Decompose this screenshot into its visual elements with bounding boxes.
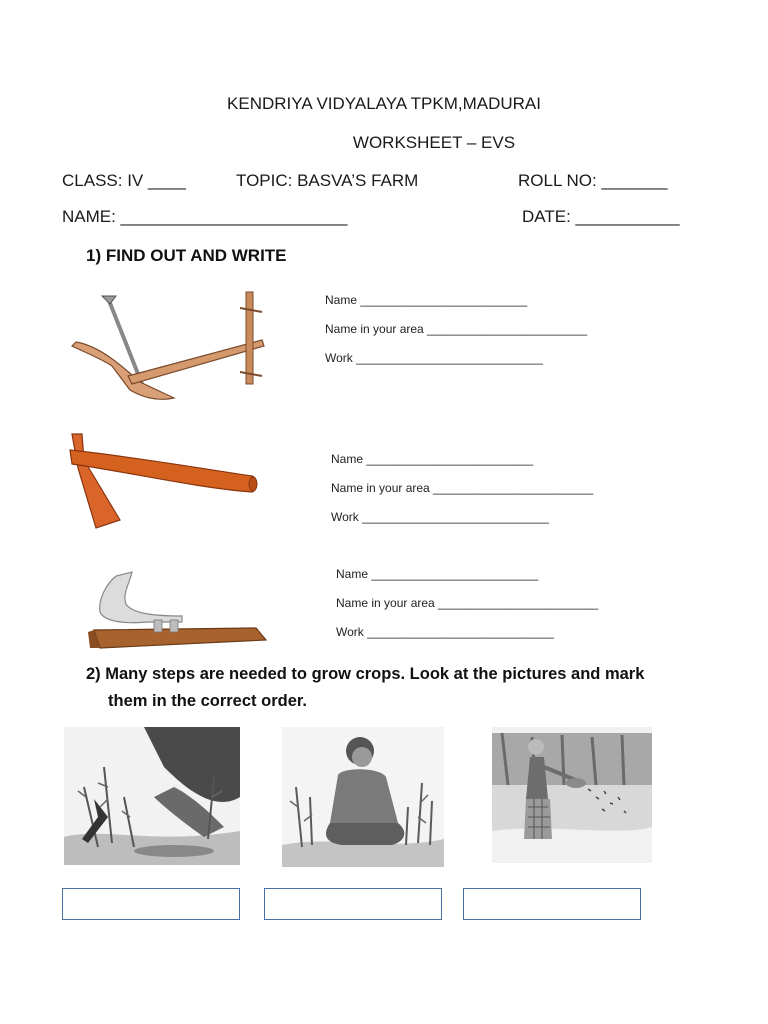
tool-1-name-field: Name _________________________ <box>325 293 528 307</box>
hoe-icon <box>68 432 260 530</box>
school-name: KENDRIYA VIDYALAYA TPKM,MADURAI <box>227 94 541 113</box>
topic-label: TOPIC: BASVA’S FARM <box>236 171 419 190</box>
weeding-crops-icon <box>282 727 444 867</box>
tool-2-area-name-field: Name in your area ________________________ <box>331 481 594 495</box>
name-field: NAME: ________________________ <box>62 207 348 226</box>
tool-2-work-field: Work ____________________________ <box>331 510 549 524</box>
order-answer-box-3[interactable] <box>463 888 641 920</box>
date-field: DATE: ___________ <box>522 207 680 226</box>
order-answer-box-1[interactable] <box>62 888 240 920</box>
sowing-seeds-icon <box>492 727 652 863</box>
plough-icon <box>70 290 270 402</box>
harvesting-crops-icon <box>64 727 240 865</box>
tool-2-name-field: Name _________________________ <box>331 452 534 466</box>
sickle-blade-icon <box>86 570 268 650</box>
worksheet-title: WORKSHEET – EVS <box>352 133 516 152</box>
tool-1-area-name-field: Name in your area ________________________ <box>325 322 588 336</box>
question-2-title-line-2: them in the correct order. <box>108 692 307 710</box>
roll-no-field: ROLL NO: _______ <box>518 171 668 190</box>
tool-3-name-field: Name _________________________ <box>336 567 539 581</box>
tool-3-area-name-field: Name in your area ________________________ <box>336 596 599 610</box>
class-field: CLASS: IV ____ <box>62 171 186 190</box>
tool-3-work-field: Work ____________________________ <box>336 625 554 639</box>
order-answer-box-2[interactable] <box>264 888 442 920</box>
question-1-title: 1) FIND OUT AND WRITE <box>86 246 287 265</box>
question-2-title-line-1: 2) Many steps are needed to grow crops. Look at the pictures and mark <box>86 665 645 683</box>
tool-1-work-field: Work ____________________________ <box>325 351 543 365</box>
